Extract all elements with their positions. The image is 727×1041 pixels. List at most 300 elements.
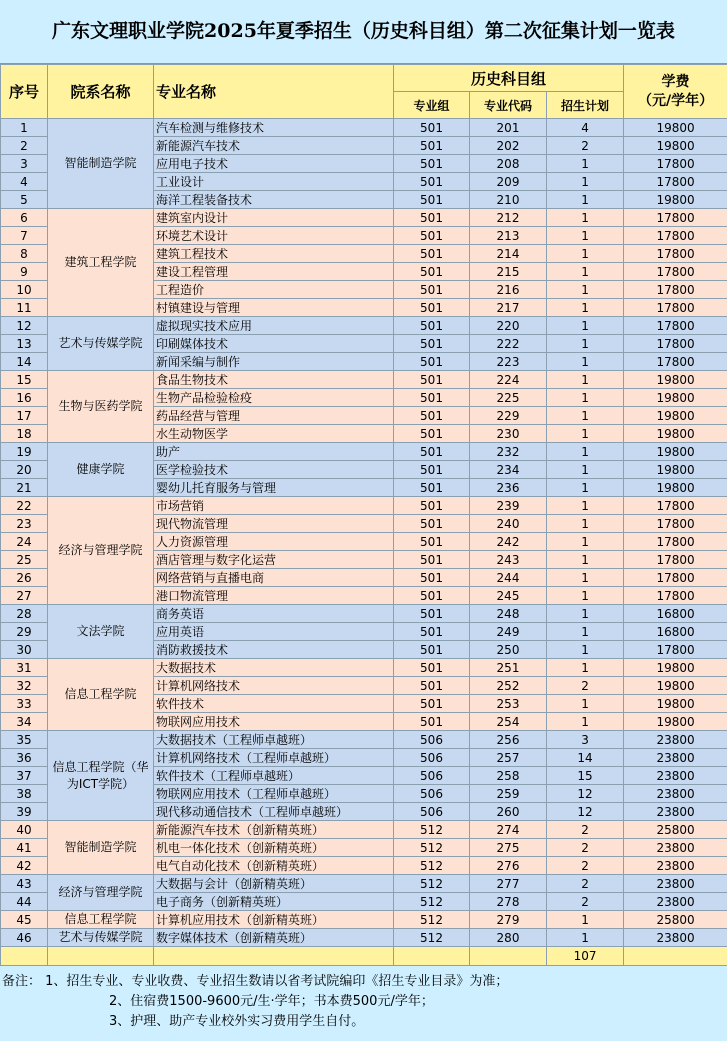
cell-code: 258 bbox=[470, 767, 547, 785]
cell-seq: 26 bbox=[1, 569, 48, 587]
total-plan: 107 bbox=[547, 947, 624, 966]
cell-seq: 12 bbox=[1, 317, 48, 335]
cell-group: 501 bbox=[394, 407, 470, 425]
cell-code: 239 bbox=[470, 497, 547, 515]
cell-seq: 41 bbox=[1, 839, 48, 857]
cell-plan: 2 bbox=[547, 137, 624, 155]
cell-code: 229 bbox=[470, 407, 547, 425]
cell-fee: 19800 bbox=[624, 191, 727, 209]
cell-major: 新闻采编与制作 bbox=[154, 353, 394, 371]
header-major: 专业名称 bbox=[154, 65, 394, 119]
cell-seq: 36 bbox=[1, 749, 48, 767]
cell-plan: 1 bbox=[547, 911, 624, 929]
cell-major: 人力资源管理 bbox=[154, 533, 394, 551]
cell-plan: 1 bbox=[547, 245, 624, 263]
cell-major: 计算机网络技术（工程师卓越班） bbox=[154, 749, 394, 767]
cell-plan: 1 bbox=[547, 605, 624, 623]
cell-major: 酒店管理与数字化运营 bbox=[154, 551, 394, 569]
cell-seq: 9 bbox=[1, 263, 48, 281]
cell-seq: 8 bbox=[1, 245, 48, 263]
cell-major: 汽车检测与维修技术 bbox=[154, 119, 394, 137]
cell-major: 软件技术（工程师卓越班） bbox=[154, 767, 394, 785]
cell-code: 236 bbox=[470, 479, 547, 497]
cell-dept: 信息工程学院 bbox=[48, 659, 154, 731]
notes bbox=[0, 966, 727, 1032]
cell-group: 501 bbox=[394, 245, 470, 263]
cell-fee: 17800 bbox=[624, 533, 727, 551]
table-row bbox=[1, 659, 727, 677]
cell-group: 506 bbox=[394, 803, 470, 821]
table-row bbox=[1, 317, 727, 335]
cell-group: 501 bbox=[394, 533, 470, 551]
cell-group: 501 bbox=[394, 155, 470, 173]
cell-plan: 12 bbox=[547, 803, 624, 821]
cell-fee: 17800 bbox=[624, 281, 727, 299]
cell-code: 244 bbox=[470, 569, 547, 587]
cell-fee: 19800 bbox=[624, 479, 727, 497]
cell-seq: 2 bbox=[1, 137, 48, 155]
cell-plan: 1 bbox=[547, 533, 624, 551]
cell-plan: 1 bbox=[547, 515, 624, 533]
header-fee-line2: （元/学年） bbox=[637, 92, 714, 109]
cell-fee: 17800 bbox=[624, 587, 727, 605]
cell-fee: 23800 bbox=[624, 893, 727, 911]
cell-group: 501 bbox=[394, 281, 470, 299]
cell-dept: 信息工程学院（华为ICT学院） bbox=[48, 731, 154, 821]
cell-plan: 1 bbox=[547, 389, 624, 407]
cell-major: 医学检验技术 bbox=[154, 461, 394, 479]
cell-seq: 19 bbox=[1, 443, 48, 461]
cell-group: 501 bbox=[394, 515, 470, 533]
cell-dept: 经济与管理学院 bbox=[48, 875, 154, 911]
cell-major: 大数据技术（工程师卓越班） bbox=[154, 731, 394, 749]
cell-seq: 25 bbox=[1, 551, 48, 569]
cell-group: 506 bbox=[394, 731, 470, 749]
cell-code: 250 bbox=[470, 641, 547, 659]
cell-code: 201 bbox=[470, 119, 547, 137]
cell-seq: 34 bbox=[1, 713, 48, 731]
cell-group: 501 bbox=[394, 209, 470, 227]
cell-code: 275 bbox=[470, 839, 547, 857]
cell-seq: 39 bbox=[1, 803, 48, 821]
header-dept: 院系名称 bbox=[48, 65, 154, 119]
cell-fee: 17800 bbox=[624, 317, 727, 335]
cell-fee: 23800 bbox=[624, 839, 727, 857]
cell-plan: 1 bbox=[547, 551, 624, 569]
header-major-code: 专业代码 bbox=[470, 92, 547, 119]
cell-seq: 1 bbox=[1, 119, 48, 137]
cell-seq: 28 bbox=[1, 605, 48, 623]
cell-fee: 23800 bbox=[624, 875, 727, 893]
cell-fee: 19800 bbox=[624, 371, 727, 389]
cell-code: 249 bbox=[470, 623, 547, 641]
cell-plan: 1 bbox=[547, 461, 624, 479]
cell-group: 501 bbox=[394, 119, 470, 137]
cell-plan: 1 bbox=[547, 371, 624, 389]
cell-major: 消防救援技术 bbox=[154, 641, 394, 659]
cell-code: 274 bbox=[470, 821, 547, 839]
cell-group: 512 bbox=[394, 929, 470, 947]
cell-major: 电子商务（创新精英班） bbox=[154, 893, 394, 911]
cell-fee: 17800 bbox=[624, 245, 727, 263]
cell-code: 215 bbox=[470, 263, 547, 281]
total-code bbox=[470, 947, 547, 966]
cell-fee: 19800 bbox=[624, 119, 727, 137]
cell-group: 506 bbox=[394, 767, 470, 785]
cell-major: 物联网应用技术 bbox=[154, 713, 394, 731]
cell-code: 251 bbox=[470, 659, 547, 677]
cell-fee: 17800 bbox=[624, 227, 727, 245]
cell-group: 501 bbox=[394, 713, 470, 731]
cell-group: 501 bbox=[394, 497, 470, 515]
cell-fee: 23800 bbox=[624, 785, 727, 803]
note-1: 备注： 1、招生专业、专业收费、专业招生数请以省考试院编印《招生专业目录》为准； bbox=[2, 974, 509, 989]
cell-code: 216 bbox=[470, 281, 547, 299]
table-row bbox=[1, 371, 727, 389]
cell-plan: 4 bbox=[547, 119, 624, 137]
cell-major: 商务英语 bbox=[154, 605, 394, 623]
cell-code: 260 bbox=[470, 803, 547, 821]
cell-code: 242 bbox=[470, 533, 547, 551]
cell-dept: 艺术与传媒学院 bbox=[48, 929, 154, 947]
cell-major: 应用英语 bbox=[154, 623, 394, 641]
cell-code: 210 bbox=[470, 191, 547, 209]
note-3: 3、护理、助产专业校外实习费用学生自付。 bbox=[109, 1014, 365, 1029]
cell-seq: 40 bbox=[1, 821, 48, 839]
header-fee-line1: 学费 bbox=[661, 73, 690, 90]
cell-fee: 17800 bbox=[624, 155, 727, 173]
cell-fee: 23800 bbox=[624, 929, 727, 947]
cell-seq: 15 bbox=[1, 371, 48, 389]
cell-group: 501 bbox=[394, 389, 470, 407]
cell-seq: 45 bbox=[1, 911, 48, 929]
cell-major: 助产 bbox=[154, 443, 394, 461]
cell-code: 259 bbox=[470, 785, 547, 803]
cell-code: 209 bbox=[470, 173, 547, 191]
header-group-title: 历史科目组 bbox=[394, 65, 624, 92]
cell-major: 物联网应用技术（工程师卓越班） bbox=[154, 785, 394, 803]
cell-code: 253 bbox=[470, 695, 547, 713]
cell-group: 501 bbox=[394, 317, 470, 335]
cell-fee: 17800 bbox=[624, 263, 727, 281]
cell-fee: 16800 bbox=[624, 605, 727, 623]
cell-code: 252 bbox=[470, 677, 547, 695]
cell-group: 501 bbox=[394, 227, 470, 245]
cell-group: 501 bbox=[394, 623, 470, 641]
cell-seq: 42 bbox=[1, 857, 48, 875]
cell-fee: 17800 bbox=[624, 641, 727, 659]
cell-group: 512 bbox=[394, 839, 470, 857]
cell-plan: 1 bbox=[547, 659, 624, 677]
cell-plan: 2 bbox=[547, 839, 624, 857]
cell-seq: 38 bbox=[1, 785, 48, 803]
cell-seq: 35 bbox=[1, 731, 48, 749]
cell-dept: 健康学院 bbox=[48, 443, 154, 497]
cell-major: 建筑室内设计 bbox=[154, 209, 394, 227]
cell-fee: 25800 bbox=[624, 911, 727, 929]
cell-code: 248 bbox=[470, 605, 547, 623]
cell-code: 222 bbox=[470, 335, 547, 353]
cell-seq: 32 bbox=[1, 677, 48, 695]
cell-major: 环境艺术设计 bbox=[154, 227, 394, 245]
cell-plan: 2 bbox=[547, 857, 624, 875]
cell-plan: 15 bbox=[547, 767, 624, 785]
cell-fee: 17800 bbox=[624, 299, 727, 317]
cell-plan: 1 bbox=[547, 173, 624, 191]
cell-group: 501 bbox=[394, 191, 470, 209]
cell-dept: 建筑工程学院 bbox=[48, 209, 154, 317]
cell-plan: 1 bbox=[547, 497, 624, 515]
cell-code: 243 bbox=[470, 551, 547, 569]
cell-code: 257 bbox=[470, 749, 547, 767]
cell-seq: 3 bbox=[1, 155, 48, 173]
cell-plan: 1 bbox=[547, 425, 624, 443]
cell-major: 婴幼儿托育服务与管理 bbox=[154, 479, 394, 497]
cell-seq: 17 bbox=[1, 407, 48, 425]
cell-group: 512 bbox=[394, 911, 470, 929]
cell-seq: 6 bbox=[1, 209, 48, 227]
cell-seq: 21 bbox=[1, 479, 48, 497]
cell-plan: 1 bbox=[547, 317, 624, 335]
cell-fee: 19800 bbox=[624, 713, 727, 731]
cell-major: 市场营销 bbox=[154, 497, 394, 515]
cell-fee: 23800 bbox=[624, 857, 727, 875]
cell-plan: 1 bbox=[547, 353, 624, 371]
cell-group: 501 bbox=[394, 461, 470, 479]
cell-seq: 7 bbox=[1, 227, 48, 245]
header-plan: 招生计划 bbox=[547, 92, 624, 119]
cell-plan: 1 bbox=[547, 569, 624, 587]
cell-code: 245 bbox=[470, 587, 547, 605]
cell-group: 501 bbox=[394, 551, 470, 569]
cell-fee: 17800 bbox=[624, 209, 727, 227]
page-title: 广东文理职业学院2025年夏季招生（历史科目组）第二次征集计划一览表 bbox=[0, 0, 727, 64]
table-row bbox=[1, 875, 727, 893]
cell-group: 501 bbox=[394, 263, 470, 281]
cell-major: 新能源汽车技术 bbox=[154, 137, 394, 155]
cell-fee: 23800 bbox=[624, 749, 727, 767]
cell-code: 202 bbox=[470, 137, 547, 155]
cell-fee: 17800 bbox=[624, 551, 727, 569]
cell-seq: 37 bbox=[1, 767, 48, 785]
cell-fee: 19800 bbox=[624, 695, 727, 713]
cell-major: 港口物流管理 bbox=[154, 587, 394, 605]
cell-code: 276 bbox=[470, 857, 547, 875]
cell-major: 计算机网络技术 bbox=[154, 677, 394, 695]
cell-group: 501 bbox=[394, 371, 470, 389]
cell-code: 223 bbox=[470, 353, 547, 371]
cell-group: 512 bbox=[394, 893, 470, 911]
cell-major: 现代移动通信技术（工程师卓越班） bbox=[154, 803, 394, 821]
cell-fee: 23800 bbox=[624, 767, 727, 785]
cell-seq: 16 bbox=[1, 389, 48, 407]
table-row bbox=[1, 605, 727, 623]
cell-major: 工业设计 bbox=[154, 173, 394, 191]
cell-plan: 1 bbox=[547, 335, 624, 353]
cell-code: 224 bbox=[470, 371, 547, 389]
cell-fee: 23800 bbox=[624, 731, 727, 749]
table-body bbox=[1, 119, 727, 966]
cell-major: 药品经营与管理 bbox=[154, 407, 394, 425]
cell-dept: 智能制造学院 bbox=[48, 821, 154, 875]
cell-seq: 30 bbox=[1, 641, 48, 659]
cell-fee: 16800 bbox=[624, 623, 727, 641]
cell-seq: 10 bbox=[1, 281, 48, 299]
cell-group: 512 bbox=[394, 857, 470, 875]
cell-plan: 1 bbox=[547, 281, 624, 299]
cell-code: 278 bbox=[470, 893, 547, 911]
cell-group: 506 bbox=[394, 749, 470, 767]
cell-code: 230 bbox=[470, 425, 547, 443]
cell-dept: 艺术与传媒学院 bbox=[48, 317, 154, 371]
cell-plan: 2 bbox=[547, 821, 624, 839]
cell-fee: 19800 bbox=[624, 425, 727, 443]
cell-group: 501 bbox=[394, 173, 470, 191]
cell-plan: 1 bbox=[547, 713, 624, 731]
cell-fee: 19800 bbox=[624, 389, 727, 407]
cell-group: 501 bbox=[394, 425, 470, 443]
cell-group: 501 bbox=[394, 641, 470, 659]
cell-major: 水生动物医学 bbox=[154, 425, 394, 443]
cell-fee: 17800 bbox=[624, 335, 727, 353]
cell-plan: 1 bbox=[547, 407, 624, 425]
cell-major: 现代物流管理 bbox=[154, 515, 394, 533]
table-row bbox=[1, 497, 727, 515]
cell-seq: 46 bbox=[1, 929, 48, 947]
total-fee bbox=[624, 947, 727, 966]
cell-group: 501 bbox=[394, 659, 470, 677]
cell-code: 213 bbox=[470, 227, 547, 245]
cell-major: 软件技术 bbox=[154, 695, 394, 713]
cell-dept: 生物与医药学院 bbox=[48, 371, 154, 443]
header-seq: 序号 bbox=[1, 65, 48, 119]
cell-fee: 17800 bbox=[624, 515, 727, 533]
table-row bbox=[1, 443, 727, 461]
cell-fee: 19800 bbox=[624, 443, 727, 461]
total-group bbox=[394, 947, 470, 966]
cell-plan: 12 bbox=[547, 785, 624, 803]
cell-group: 501 bbox=[394, 587, 470, 605]
cell-group: 501 bbox=[394, 677, 470, 695]
cell-plan: 1 bbox=[547, 227, 624, 245]
cell-plan: 3 bbox=[547, 731, 624, 749]
cell-seq: 18 bbox=[1, 425, 48, 443]
cell-plan: 2 bbox=[547, 893, 624, 911]
cell-plan: 1 bbox=[547, 263, 624, 281]
total-seq bbox=[1, 947, 48, 966]
cell-code: 220 bbox=[470, 317, 547, 335]
cell-plan: 1 bbox=[547, 929, 624, 947]
cell-group: 501 bbox=[394, 695, 470, 713]
cell-plan: 1 bbox=[547, 443, 624, 461]
cell-code: 217 bbox=[470, 299, 547, 317]
cell-group: 501 bbox=[394, 299, 470, 317]
cell-code: 234 bbox=[470, 461, 547, 479]
cell-major: 数字媒体技术（创新精英班） bbox=[154, 929, 394, 947]
cell-major: 大数据技术 bbox=[154, 659, 394, 677]
cell-group: 501 bbox=[394, 569, 470, 587]
cell-fee: 17800 bbox=[624, 353, 727, 371]
cell-plan: 1 bbox=[547, 191, 624, 209]
cell-fee: 17800 bbox=[624, 569, 727, 587]
cell-group: 501 bbox=[394, 443, 470, 461]
header-fee bbox=[624, 65, 727, 119]
cell-major: 印刷媒体技术 bbox=[154, 335, 394, 353]
cell-major: 机电一体化技术（创新精英班） bbox=[154, 839, 394, 857]
cell-plan: 1 bbox=[547, 209, 624, 227]
cell-fee: 23800 bbox=[624, 803, 727, 821]
cell-major: 工程造价 bbox=[154, 281, 394, 299]
table-row bbox=[1, 209, 727, 227]
cell-fee: 19800 bbox=[624, 461, 727, 479]
cell-code: 254 bbox=[470, 713, 547, 731]
cell-major: 食品生物技术 bbox=[154, 371, 394, 389]
cell-seq: 27 bbox=[1, 587, 48, 605]
cell-dept: 信息工程学院 bbox=[48, 911, 154, 929]
cell-major: 新能源汽车技术（创新精英班） bbox=[154, 821, 394, 839]
cell-group: 501 bbox=[394, 335, 470, 353]
cell-seq: 13 bbox=[1, 335, 48, 353]
cell-plan: 1 bbox=[547, 479, 624, 497]
cell-seq: 43 bbox=[1, 875, 48, 893]
cell-code: 214 bbox=[470, 245, 547, 263]
cell-group: 506 bbox=[394, 785, 470, 803]
cell-seq: 11 bbox=[1, 299, 48, 317]
cell-fee: 19800 bbox=[624, 677, 727, 695]
cell-plan: 1 bbox=[547, 695, 624, 713]
cell-fee: 19800 bbox=[624, 407, 727, 425]
cell-major: 应用电子技术 bbox=[154, 155, 394, 173]
cell-major: 电气自动化技术（创新精英班） bbox=[154, 857, 394, 875]
cell-plan: 14 bbox=[547, 749, 624, 767]
cell-seq: 22 bbox=[1, 497, 48, 515]
cell-fee: 17800 bbox=[624, 497, 727, 515]
cell-seq: 44 bbox=[1, 893, 48, 911]
cell-code: 240 bbox=[470, 515, 547, 533]
cell-fee: 19800 bbox=[624, 659, 727, 677]
cell-seq: 23 bbox=[1, 515, 48, 533]
cell-major: 计算机应用技术（创新精英班） bbox=[154, 911, 394, 929]
header-group-code: 专业组 bbox=[394, 92, 470, 119]
cell-major: 建设工程管理 bbox=[154, 263, 394, 281]
cell-code: 225 bbox=[470, 389, 547, 407]
cell-major: 村镇建设与管理 bbox=[154, 299, 394, 317]
cell-group: 501 bbox=[394, 479, 470, 497]
cell-seq: 4 bbox=[1, 173, 48, 191]
cell-plan: 1 bbox=[547, 155, 624, 173]
cell-code: 232 bbox=[470, 443, 547, 461]
cell-plan: 1 bbox=[547, 299, 624, 317]
cell-major: 大数据与会计（创新精英班） bbox=[154, 875, 394, 893]
cell-code: 256 bbox=[470, 731, 547, 749]
table-row bbox=[1, 731, 727, 749]
cell-group: 501 bbox=[394, 137, 470, 155]
cell-seq: 31 bbox=[1, 659, 48, 677]
cell-major: 网络营销与直播电商 bbox=[154, 569, 394, 587]
cell-seq: 20 bbox=[1, 461, 48, 479]
cell-seq: 29 bbox=[1, 623, 48, 641]
cell-seq: 33 bbox=[1, 695, 48, 713]
total-major bbox=[154, 947, 394, 966]
cell-fee: 17800 bbox=[624, 173, 727, 191]
table-row bbox=[1, 821, 727, 839]
cell-code: 277 bbox=[470, 875, 547, 893]
cell-seq: 14 bbox=[1, 353, 48, 371]
cell-major: 建筑工程技术 bbox=[154, 245, 394, 263]
total-dept bbox=[48, 947, 154, 966]
cell-group: 501 bbox=[394, 353, 470, 371]
cell-plan: 2 bbox=[547, 875, 624, 893]
